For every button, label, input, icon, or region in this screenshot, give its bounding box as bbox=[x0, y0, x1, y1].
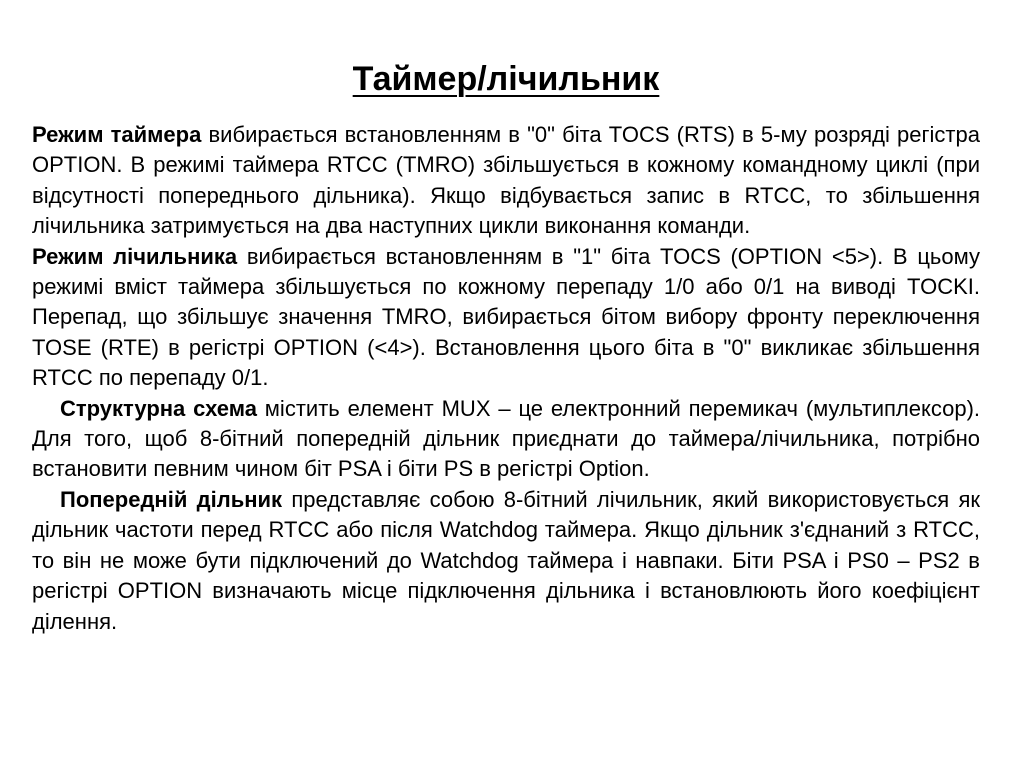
document-body bbox=[32, 120, 980, 637]
paragraph-lead: Попередній дільник bbox=[60, 486, 283, 512]
paragraph-lead: Структурна схема bbox=[60, 395, 257, 421]
paragraph-counter-mode bbox=[32, 242, 980, 394]
paragraph-lead: Режим лічильника bbox=[32, 243, 238, 269]
paragraph-prescaler bbox=[32, 485, 980, 637]
paragraph-timer-mode bbox=[32, 120, 980, 242]
paragraph-text: вибирається встановленням в "0" біта TOCS (RTS) в 5-му розряді регістра OPTION. В режимі таймера RTCC (TMRO) збільшується в кожному командному циклі (при відсутності попереднього дільника). Якщо відбувається запис в RTCC, то збільшення лічильника затримується на два наступних цикли виконання команди. bbox=[32, 122, 980, 239]
paragraph-lead: Режим таймера bbox=[32, 122, 202, 147]
page-title bbox=[32, 0, 980, 102]
paragraph-text: містить елемент MUX – це електронний перемикач (мультиплексор). Для того, щоб 8-бітний попередній дільник приєднати до таймера/лічильника, потрібно встановити певним чином біт PSA і біти PS в регістрі Option. bbox=[32, 395, 981, 482]
paragraph-text: вибирається встановленням в "1" біта TOCS (OPTION <5>). В цьому режимі вміст таймера збільшується по кожному перепаду 1/0 або 0/1 на виводі TOCKI. Перепад, що збільшує значення TMRO, вибирається бітом вибору фронту переключення TOSE (RTE) в регістрі OPTION (<4>). Встановлення цього біта в "0" викликає збільшення RTCC по перепаду 0/1. bbox=[32, 243, 980, 391]
paragraph-block-diagram bbox=[32, 394, 980, 485]
paragraph-text: представляє собою 8-бітний лічильник, який використовується як дільник частоти перед RTCC або після Watchdog таймера. Якщо дільник з'єднаний з RTCC, то він не може бути підключений до Watchdog таймера і навпаки. Біти PSA і PS0 – PS2 в регістрі OPTION визначають місце підключення дільника і встановлюють його коефіцієнт ділення. bbox=[32, 486, 980, 634]
page-title-text: Таймер/лічильник bbox=[352, 60, 660, 98]
